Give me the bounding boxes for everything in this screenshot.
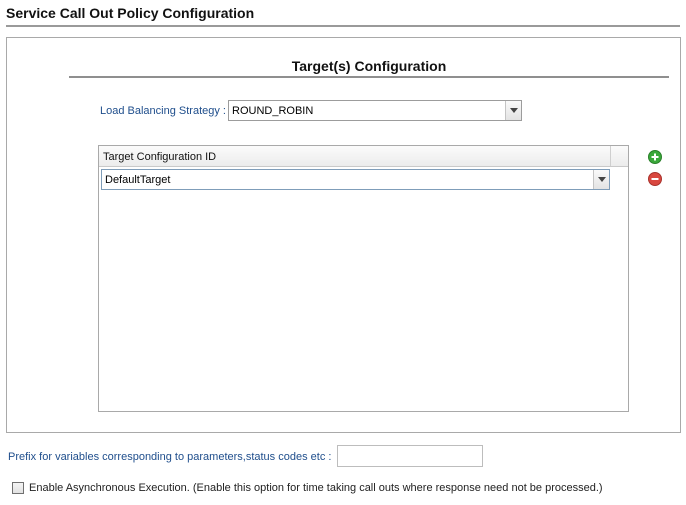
load-balancing-select[interactable] — [228, 100, 522, 121]
targets-table — [98, 145, 629, 412]
async-label: Enable Asynchronous Execution. (Enable this option for time taking call outs where response need not be processed.) — [29, 482, 603, 494]
target-config-select[interactable] — [101, 169, 610, 190]
chevron-down-icon[interactable] — [505, 101, 521, 120]
load-balancing-value: ROUND_ROBIN — [232, 105, 314, 117]
target-config-value: DefaultTarget — [105, 174, 171, 186]
prefix-label: Prefix for variables corresponding to parameters,status codes etc : — [8, 451, 332, 463]
section-heading: Target(s) Configuration — [69, 58, 669, 78]
page-title: Service Call Out Policy Configuration — [6, 5, 680, 27]
minus-circle-icon — [648, 172, 662, 186]
table-header — [99, 146, 628, 167]
remove-target-button[interactable] — [648, 172, 662, 186]
targets-panel — [6, 37, 681, 433]
add-target-button[interactable] — [648, 150, 662, 164]
async-checkbox[interactable] — [12, 482, 24, 494]
column-separator — [610, 146, 611, 166]
plus-circle-icon — [648, 150, 662, 164]
chevron-down-icon[interactable] — [593, 170, 609, 189]
load-balancing-label: Load Balancing Strategy : — [100, 105, 226, 117]
prefix-input[interactable] — [337, 445, 483, 467]
column-header-target-id[interactable]: Target Configuration ID — [103, 151, 217, 163]
